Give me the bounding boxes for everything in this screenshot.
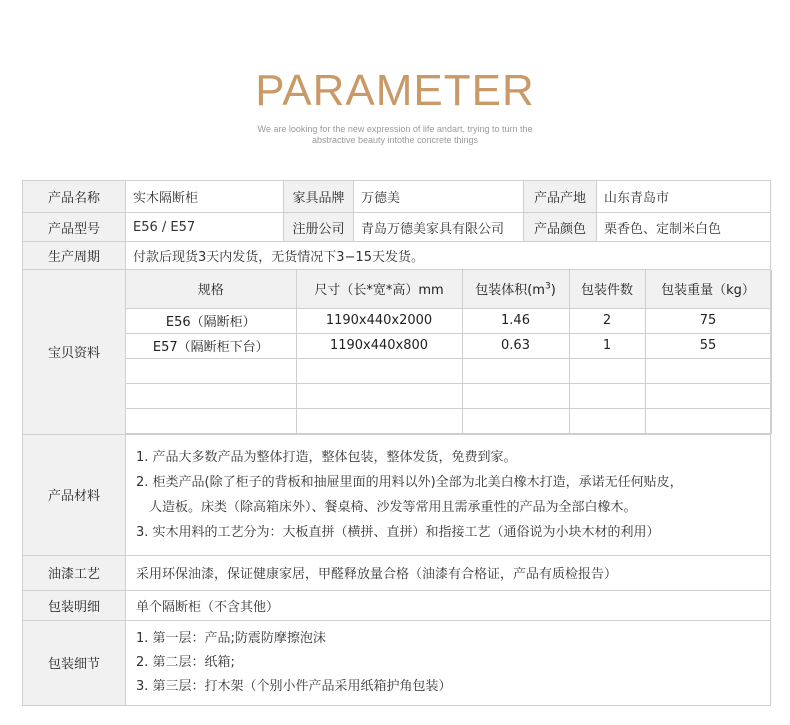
cycle-value: 付款后现货3天内发货，无货情况下3−15天发货。 <box>126 242 771 270</box>
company-label: 注册公司 <box>284 213 354 242</box>
pack-layers-label: 包装细节 <box>23 620 126 705</box>
brand-value: 万德美 <box>354 181 524 213</box>
weight-header: 包装重量（kg） <box>645 270 771 308</box>
pack-line-3: 3. 第三层：打木架（个别小件产品采用纸箱护角包装） <box>136 678 452 694</box>
weight-cell: 75 <box>645 308 771 333</box>
specs-header-row <box>126 270 771 308</box>
empty-row <box>126 358 771 383</box>
size-cell: 1190x440x2000 <box>296 308 462 333</box>
specs-label: 宝贝资料 <box>23 270 126 435</box>
row-cycle <box>23 242 771 270</box>
material-line-4: 3. 实木用料的工艺分为：大板直拼（横拼、直拼）和指接工艺（通俗说为小块木材的利用） <box>136 524 660 540</box>
spec-header: 规格 <box>126 270 296 308</box>
pack-detail-label: 包装明细 <box>23 590 126 620</box>
material-line-3: 人造板。床类（除高箱床外）、餐桌椅、沙发等常用且需承重性的产品为全部白橡木。 <box>149 499 637 515</box>
count-header: 包装件数 <box>569 270 645 308</box>
spec-cell: E57（隔断柜下台） <box>126 333 296 358</box>
specs-table <box>126 270 772 434</box>
pack-line-1: 1. 第一层：产品;防震防摩擦泡沫 <box>136 630 326 646</box>
table-row <box>126 333 771 358</box>
material-label: 产品材料 <box>23 434 126 555</box>
empty-row <box>126 408 771 433</box>
row-specs <box>23 270 771 435</box>
page-subtitle <box>0 124 790 146</box>
material-line-2: 2. 柜类产品(除了柜子的背板和抽屉里面的用料以外)全部为北美白橡木打造，承诺无任何贴皮， <box>136 474 683 490</box>
paint-label: 油漆工艺 <box>23 555 126 590</box>
color-value: 栗香色、定制米白色 <box>597 213 771 242</box>
name-label: 产品名称 <box>23 181 126 213</box>
row-model <box>23 213 771 242</box>
subtitle-line-2: abstractive beauty intothe concrete things <box>311 135 479 145</box>
row-material <box>23 434 771 555</box>
row-paint <box>23 555 771 590</box>
material-value <box>126 434 771 555</box>
weight-cell: 55 <box>645 333 771 358</box>
parameter-table <box>22 180 771 706</box>
row-name <box>23 181 771 213</box>
brand-label: 家具品牌 <box>284 181 354 213</box>
volume-cell: 1.46 <box>462 308 569 333</box>
pack-detail-value: 单个隔断柜（不含其他） <box>126 590 771 620</box>
page-title: PARAMETER <box>255 66 535 115</box>
volume-header: 包装体积$(m^3)$ <box>462 270 569 308</box>
volume-cell: 0.63 <box>462 333 569 358</box>
page-header <box>0 0 790 178</box>
pack-layers-value <box>126 620 771 705</box>
row-pack-layers <box>23 620 771 705</box>
cycle-label: 生产周期 <box>23 242 126 270</box>
count-cell: 2 <box>569 308 645 333</box>
pack-line-2: 2. 第二层：纸箱; <box>136 654 235 670</box>
color-label: 产品颜色 <box>524 213 597 242</box>
spec-cell: E56（隔断柜） <box>126 308 296 333</box>
model-value: E56 / E57 <box>126 213 284 242</box>
table-row <box>126 308 771 333</box>
count-cell: 1 <box>569 333 645 358</box>
empty-row <box>126 383 771 408</box>
name-value: 实木隔断柜 <box>126 181 284 213</box>
row-pack-detail <box>23 590 771 620</box>
paint-value: 采用环保油漆，保证健康家居，甲醛释放量合格（油漆有合格证，产品有质检报告） <box>126 555 771 590</box>
model-label: 产品型号 <box>23 213 126 242</box>
size-cell: 1190x440x800 <box>296 333 462 358</box>
origin-label: 产品产地 <box>524 181 597 213</box>
company-value: 青岛万德美家具有限公司 <box>354 213 524 242</box>
material-line-1: 1. 产品大多数产品为整体打造，整体包装，整体发货，免费到家。 <box>136 449 517 465</box>
origin-value: 山东青岛市 <box>597 181 771 213</box>
size-header: 尺寸（长*宽*高）mm <box>296 270 462 308</box>
subtitle-line-1: We are looking for the new expression of life andart, trying to turn the <box>257 124 533 134</box>
